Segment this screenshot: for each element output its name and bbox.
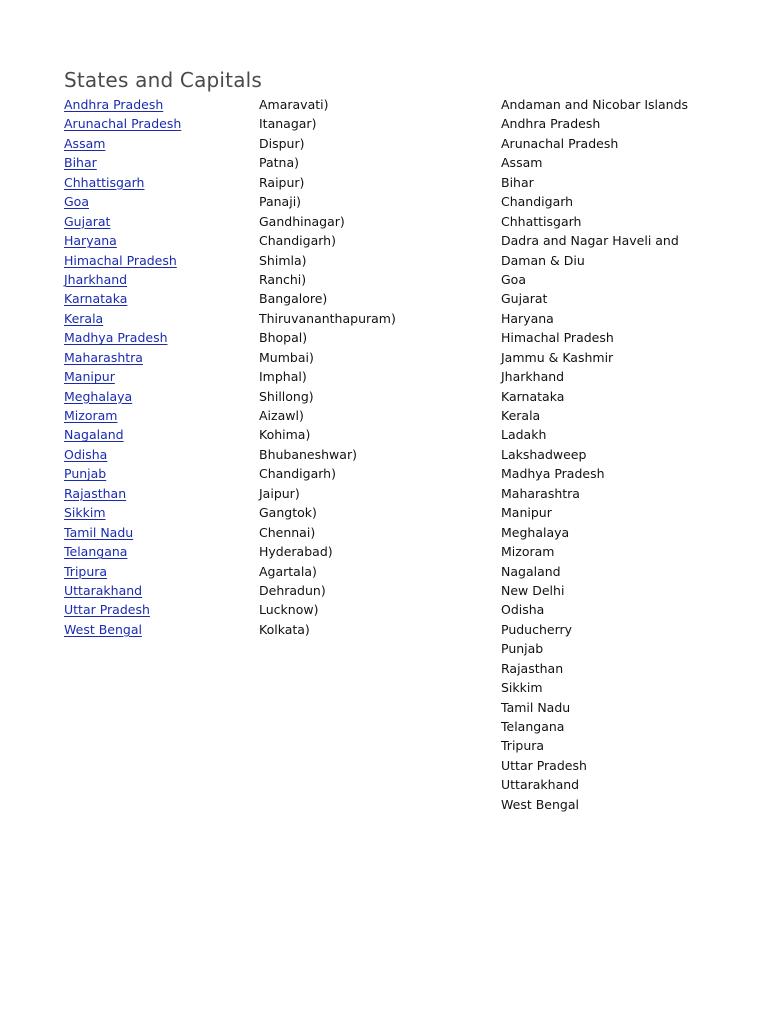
list-item	[259, 425, 396, 444]
region-name: Jharkhand	[501, 369, 565, 385]
list-item	[64, 503, 181, 522]
list-item	[501, 698, 688, 717]
region-name: West Bengal	[501, 796, 579, 812]
capital-name: Imphal)	[259, 369, 307, 385]
list-item	[501, 95, 688, 114]
list-item	[64, 562, 181, 581]
list-item	[259, 270, 396, 289]
list-item	[501, 289, 688, 308]
all-regions-list	[501, 95, 688, 814]
list-item	[64, 523, 181, 542]
capital-name: Shillong)	[259, 388, 314, 404]
list-item	[501, 464, 688, 483]
list-item	[501, 639, 688, 658]
region-name: Arunachal Pradesh	[501, 135, 619, 151]
capital-name: Chandigarh)	[259, 233, 336, 249]
capital-name: Dehradun)	[259, 582, 326, 598]
list-item	[259, 348, 396, 367]
state-link[interactable]: Assam	[64, 135, 106, 151]
list-item	[64, 484, 181, 503]
capital-name: Mumbai)	[259, 349, 314, 365]
list-item	[64, 600, 181, 619]
region-name: Uttar Pradesh	[501, 757, 587, 773]
capital-name: Bhubaneshwar)	[259, 446, 357, 462]
state-link[interactable]: Bihar	[64, 155, 97, 171]
list-item	[501, 251, 688, 270]
region-name: Tripura	[501, 738, 545, 754]
list-item	[501, 678, 688, 697]
capital-name: Aizawl)	[259, 408, 304, 423]
region-name: Goa	[501, 271, 526, 287]
state-link[interactable]: Rajasthan	[64, 485, 127, 501]
list-item	[501, 192, 688, 211]
list-item	[64, 192, 181, 211]
list-item	[64, 114, 181, 133]
list-item	[501, 542, 688, 561]
region-name: Puducherry	[501, 621, 573, 637]
list-item	[501, 736, 688, 755]
state-link[interactable]: Uttarakhand	[64, 582, 143, 598]
list-item	[501, 328, 688, 347]
list-item	[64, 387, 181, 406]
list-item	[259, 484, 396, 503]
list-item	[64, 445, 181, 464]
list-item	[501, 523, 688, 542]
list-item	[259, 192, 396, 211]
list-item	[259, 387, 396, 406]
list-item	[64, 289, 181, 308]
list-item	[259, 212, 396, 231]
state-link[interactable]: Goa	[64, 194, 89, 210]
list-item	[259, 231, 396, 250]
list-item	[64, 231, 181, 250]
state-link[interactable]: Meghalaya	[64, 388, 133, 404]
list-item	[64, 134, 181, 153]
capital-name: Hyderabad)	[259, 544, 333, 560]
list-item	[259, 328, 396, 347]
list-item	[501, 717, 688, 736]
region-name: Daman & Diu	[501, 252, 585, 268]
capital-name: Kolkata)	[259, 621, 310, 637]
state-link[interactable]: Gujarat	[64, 213, 111, 229]
capital-name: Agartala)	[259, 563, 317, 579]
capital-name: Chandigarh)	[259, 466, 336, 482]
region-name: Nagaland	[501, 563, 561, 579]
list-item	[501, 756, 688, 775]
list-item	[259, 523, 396, 542]
region-name: Maharashtra	[501, 485, 580, 501]
region-name: Lakshadweep	[501, 446, 587, 462]
region-name: Chandigarh	[501, 194, 574, 210]
list-item	[259, 562, 396, 581]
capital-name: Bangalore)	[259, 291, 328, 307]
list-item	[64, 620, 181, 639]
region-name: Himachal Pradesh	[501, 330, 614, 346]
capital-name: Panaji)	[259, 194, 302, 210]
region-name: Kerala	[501, 408, 541, 423]
state-link[interactable]: Sikkim	[64, 505, 106, 521]
list-item	[259, 581, 396, 600]
state-link[interactable]: Himachal Pradesh	[64, 252, 177, 268]
list-item	[501, 231, 688, 250]
state-link[interactable]: Telangana	[64, 544, 128, 560]
list-item	[64, 348, 181, 367]
list-item	[501, 212, 688, 231]
list-item	[501, 270, 688, 289]
list-item	[501, 503, 688, 522]
region-name: Tamil Nadu	[501, 699, 571, 715]
state-link[interactable]: Tripura	[64, 563, 108, 579]
list-item	[64, 425, 181, 444]
list-item	[64, 95, 181, 114]
list-item	[501, 659, 688, 678]
list-item	[501, 425, 688, 444]
list-item	[501, 445, 688, 464]
region-name: Haryana	[501, 310, 554, 326]
region-name: Madhya Pradesh	[501, 466, 605, 482]
list-item	[64, 581, 181, 600]
state-link[interactable]: Uttar Pradesh	[64, 602, 150, 618]
states-list	[64, 95, 181, 639]
region-name: Ladakh	[501, 427, 547, 443]
list-item	[64, 153, 181, 172]
capital-name: Jaipur)	[259, 485, 300, 501]
list-item	[501, 348, 688, 367]
region-name: Karnataka	[501, 388, 565, 404]
list-item	[64, 406, 181, 425]
list-item	[259, 114, 396, 133]
region-name: Chhattisgarh	[501, 213, 582, 229]
capital-name: Shimla)	[259, 252, 307, 268]
region-name: Jammu & Kashmir	[501, 349, 614, 365]
region-name: Rajasthan	[501, 660, 564, 676]
list-item	[501, 173, 688, 192]
state-link[interactable]: Odisha	[64, 446, 108, 462]
capital-name: Bhopal)	[259, 330, 308, 346]
region-name: Dadra and Nagar Haveli and	[501, 233, 679, 249]
region-name: Bihar	[501, 174, 534, 190]
list-item	[259, 445, 396, 464]
list-item	[259, 503, 396, 522]
list-item	[501, 484, 688, 503]
capital-name: Chennai)	[259, 524, 316, 540]
region-name: Odisha	[501, 602, 545, 618]
state-link[interactable]: West Bengal	[64, 621, 142, 637]
capital-name: Lucknow)	[259, 602, 319, 618]
region-name: Sikkim	[501, 680, 543, 696]
list-item	[501, 114, 688, 133]
list-item	[259, 251, 396, 270]
capital-name: Kohima)	[259, 427, 311, 443]
list-item	[501, 134, 688, 153]
list-item	[259, 542, 396, 561]
list-item	[64, 309, 181, 328]
state-link[interactable]: Madhya Pradesh	[64, 330, 168, 346]
page-title: States and Capitals	[64, 68, 263, 92]
state-link[interactable]: Mizoram	[64, 408, 118, 423]
region-name: Andaman and Nicobar Islands	[501, 97, 689, 112]
list-item	[501, 562, 688, 581]
state-link[interactable]: Jharkhand	[64, 271, 128, 287]
list-item	[259, 153, 396, 172]
state-link[interactable]: Chhattisgarh	[64, 174, 145, 190]
list-item	[259, 95, 396, 114]
state-link[interactable]: Nagaland	[64, 427, 124, 443]
list-item	[259, 309, 396, 328]
list-item	[259, 134, 396, 153]
capital-name: Raipur)	[259, 174, 305, 190]
list-item	[259, 464, 396, 483]
region-name: Uttarakhand	[501, 777, 580, 793]
list-item	[259, 289, 396, 308]
region-name: Assam	[501, 155, 543, 171]
list-item	[64, 212, 181, 231]
list-item	[501, 795, 688, 814]
list-item	[501, 406, 688, 425]
list-item	[501, 600, 688, 619]
state-link[interactable]: Arunachal Pradesh	[64, 116, 182, 132]
region-name: Telangana	[501, 719, 565, 734]
capital-name: Amaravati)	[259, 97, 329, 112]
list-item	[259, 620, 396, 639]
region-name: New Delhi	[501, 582, 565, 598]
list-item	[259, 406, 396, 425]
list-item	[64, 464, 181, 483]
capital-name: Itanagar)	[259, 116, 317, 132]
list-item	[64, 328, 181, 347]
state-link[interactable]: Haryana	[64, 233, 117, 249]
state-link[interactable]: Punjab	[64, 466, 107, 482]
region-name: Punjab	[501, 641, 544, 657]
list-item	[501, 581, 688, 600]
list-item	[501, 775, 688, 794]
capital-name: Ranchi)	[259, 271, 307, 287]
list-item	[259, 367, 396, 386]
state-link[interactable]: Manipur	[64, 369, 115, 385]
list-item	[64, 367, 181, 386]
capital-name: Dispur)	[259, 135, 305, 151]
region-name: Manipur	[501, 505, 552, 521]
capital-name: Thiruvananthapuram)	[259, 310, 396, 326]
state-link[interactable]: Karnataka	[64, 291, 128, 307]
capital-name: Gandhinagar)	[259, 213, 345, 229]
region-name: Meghalaya	[501, 524, 570, 540]
region-name: Gujarat	[501, 291, 548, 307]
state-link[interactable]: Tamil Nadu	[64, 524, 134, 540]
state-link[interactable]: Kerala	[64, 310, 104, 326]
region-name: Mizoram	[501, 544, 555, 560]
state-link[interactable]: Maharashtra	[64, 349, 143, 365]
state-link[interactable]: Andhra Pradesh	[64, 97, 164, 112]
capitals-list	[259, 95, 396, 639]
list-item	[64, 542, 181, 561]
list-item	[64, 251, 181, 270]
list-item	[259, 173, 396, 192]
list-item	[501, 309, 688, 328]
capital-name: Gangtok)	[259, 505, 317, 521]
list-item	[501, 153, 688, 172]
list-item	[259, 600, 396, 619]
list-item	[64, 173, 181, 192]
region-name: Andhra Pradesh	[501, 116, 601, 132]
list-item	[501, 367, 688, 386]
list-item	[501, 387, 688, 406]
list-item	[64, 270, 181, 289]
capital-name: Patna)	[259, 155, 299, 171]
list-item	[501, 620, 688, 639]
